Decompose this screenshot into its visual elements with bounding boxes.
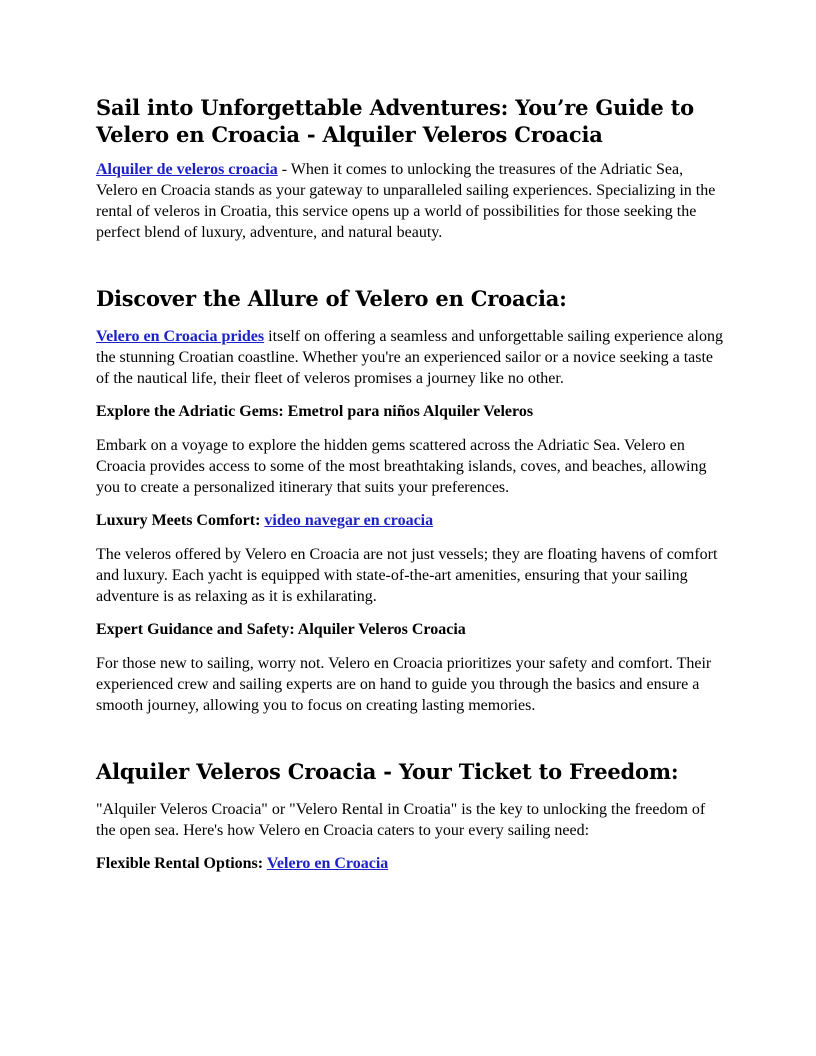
flexible-label: Flexible Rental Options: [96,855,267,872]
expert-guidance-paragraph: For those new to sailing, worry not. Velero en Croacia prioritizes your safety and comfort. Their experienced crew and sailing experts are on hand to guide you through the basics and ensure a smooth journey, allowing you to focus on creating lasting memories. [96,655,712,714]
discover-text: itself on offering a seamless and unforgettable sailing experience along the stunning Croatian coastline. Whether you're an experienced sailor or a novice seeking a taste of the nautical life, their fleet of veleros promises a journey like no other. [96,328,723,387]
luxury-comfort-paragraph: The veleros offered by Velero en Croacia are not just vessels; they are floating havens of comfort and luxury. Each yacht is equipped with state-of-the-art amenities, ensuring that your sailing adventure is as relaxing as it is exhilarating. [96,546,718,605]
adriatic-gems-paragraph: Embark on a voyage to explore the hidden gems scattered across the Adriatic Sea. Velero en Croacia provides access to some of the most breathtaking islands, coves, and beaches, allowing you to create a personalized itinerary that suits your preferences. [96,437,707,496]
freedom-paragraph: "Alquiler Veleros Croacia" or "Velero Rental in Croatia" is the key to unlocking the freedom of the open sea. Here's how Velero en Croacia caters to your every sailing need: [96,801,706,839]
discover-paragraph [96,326,726,389]
intro-text: - When it comes to unlocking the treasures of the Adriatic Sea, Velero en Croacia stands as your gateway to unparalleled sailing experiences. Specializing in the rental of veleros in Croatia, this service opens up a world of possibilities for those seeking the perfect blend of luxury, adventure, and natural beauty. [96,161,716,241]
document-title: Sail into Unforgettable Adventures: You’re Guide to Velero en Croacia - Alquiler Veleros Croacia [96,95,694,147]
alquiler-veleros-link[interactable]: Alquiler de veleros croacia [96,161,278,178]
velero-prides-link[interactable]: Velero en Croacia prides [96,328,265,345]
document-page [96,94,726,874]
luxury-label: Luxury Meets Comfort: [96,512,265,529]
section-heading-discover: Discover the Allure of Velero en Croacia: [96,286,567,311]
video-navegar-link[interactable]: video navegar en croacia [264,512,434,529]
subheading-adriatic-gems: Explore the Adriatic Gems: Emetrol para niños Alquiler Veleros [96,403,534,420]
velero-en-croacia-link[interactable]: Velero en Croacia [266,855,389,872]
intro-paragraph [96,159,726,243]
section-heading-freedom: Alquiler Veleros Croacia - Your Ticket to Freedom: [96,759,679,784]
subheading-expert-guidance: Expert Guidance and Safety: Alquiler Veleros Croacia [96,621,466,638]
subheading-luxury-comfort [96,510,726,531]
subheading-flexible-rental [96,853,726,874]
